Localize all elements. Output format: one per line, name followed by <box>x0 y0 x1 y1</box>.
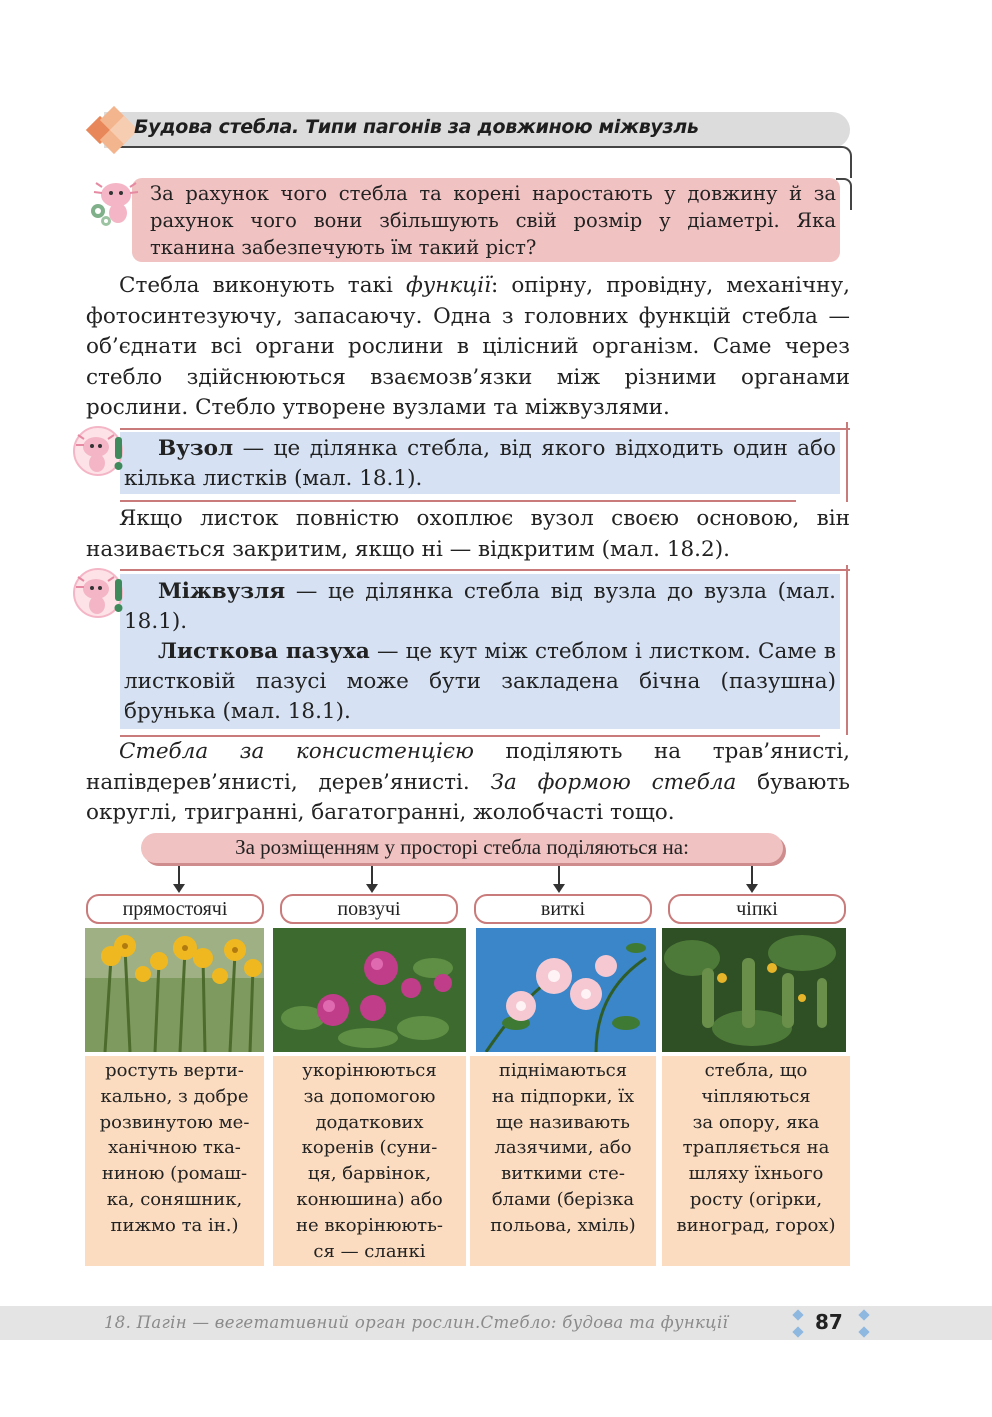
def1-body: — це ділянка стебла, від якого відходить один або кілька листків (мал. 18.1). <box>124 436 836 491</box>
desc-climbing-line-7: виноград, горох) <box>676 1214 836 1236</box>
definition-internode-text <box>124 577 836 637</box>
photo-bindweed-flowers <box>476 928 656 1052</box>
desc-climbing-line-2: чіпляються <box>701 1085 811 1107</box>
term-internode: Міжвузля <box>158 579 286 604</box>
desc-climbing-line-6: росту (огірки, <box>689 1188 823 1210</box>
arrow-down-icon <box>746 884 758 893</box>
desc-creeping <box>273 1056 466 1266</box>
para3-italic2: За формою стебла <box>490 769 737 795</box>
definition-node-text <box>124 434 836 494</box>
desc-twining-line-4: лазячими, або <box>494 1137 632 1159</box>
diagram-title: За розміщенням у просторі стебла поділяються на: <box>235 835 689 859</box>
desc-upright-line-1: ростуть верти- <box>105 1060 244 1081</box>
footer-diamonds-right-icon <box>856 1306 872 1340</box>
type-label-upright: прямостоячі <box>86 894 264 924</box>
desc-upright-line-4: ханічною тка- <box>108 1137 241 1159</box>
desc-upright-line-2: кально, з добре <box>100 1085 249 1107</box>
type-label-twining: виткі <box>474 894 652 924</box>
para3-text2: бувають округлі, тригранні, багатогранні, жолобчасті тощо. <box>86 769 850 825</box>
arrow-line-1 <box>178 866 180 884</box>
def2-side-line <box>846 565 848 735</box>
arrow-line-4 <box>751 866 753 884</box>
photo-arnica-flowers <box>85 928 264 1052</box>
arrow-down-icon <box>173 884 185 893</box>
question-box-edge <box>836 178 852 210</box>
def1-bottom-line <box>120 500 796 502</box>
section-title: Будова стебла. Типи пагонів за довжиною міжвузль <box>134 116 699 138</box>
def1-top-line <box>120 428 850 430</box>
type-label-climbing: чіпкі <box>668 894 846 924</box>
desc-creeping-line-8: ся — сланкі <box>313 1240 426 1262</box>
desc-twining-line-2: на підпорки, їх <box>491 1085 635 1107</box>
paragraph-leaf-node <box>86 504 850 565</box>
footer-diamonds-left-icon <box>790 1306 806 1340</box>
desc-upright-line-3: розвинутою ме- <box>99 1111 250 1133</box>
desc-creeping-line-3: додаткових <box>315 1111 424 1133</box>
paragraph-consistency <box>86 737 850 829</box>
desc-upright-line-6: ка, соняшник, <box>106 1188 243 1210</box>
def2-body1: — це ділянка стебла від вузла до вузла (мал. 18.1). <box>124 579 836 634</box>
desc-climbing-line-3: за опору, яка <box>692 1111 820 1133</box>
desc-creeping-line-1: укорінюються <box>302 1060 437 1081</box>
desc-creeping-line-4: коренів (суни- <box>301 1137 438 1159</box>
desc-twining-line-7: польова, хміль) <box>490 1214 636 1236</box>
desc-twining-line-5: виткими сте- <box>501 1163 625 1185</box>
arrow-down-icon <box>553 884 565 893</box>
desc-twining-line-3: ще називають <box>496 1111 630 1133</box>
arrow-line-3 <box>558 866 560 884</box>
paragraph-functions <box>86 271 850 424</box>
desc-twining <box>470 1056 656 1266</box>
desc-climbing-line-5: шляху їхнього <box>688 1163 824 1185</box>
page-number: 87 <box>815 1310 843 1334</box>
photo-cucumber-plant <box>662 928 846 1052</box>
term-node: Вузол <box>158 436 234 461</box>
desc-creeping-line-6: конюшина) або <box>296 1188 443 1210</box>
header-diamonds-icon <box>84 110 134 150</box>
def2-top-line <box>120 569 850 571</box>
footer-chapter-title: 18. Пагін — вегетативний орган рослин.Стебло: будова та функції <box>104 1313 729 1332</box>
para3-text1: поділяють на трав’янисті, напівдерев’янисті, дерев’янисті. <box>86 739 850 795</box>
para1-italic: функції <box>405 273 492 298</box>
def2-body2: — це кут між стеблом і листком. Саме в листковій пазусі може бути закладена бічна (пазушна) брунька (мал. 18.1). <box>124 639 837 724</box>
photo-clover-flowers <box>273 928 466 1052</box>
desc-creeping-line-7: не вкорінюють- <box>295 1214 444 1236</box>
para1-rest: : опірну, провідну, механічну, фотосинтезуючу, запасаючу. Одна з головних функцій стебла — об’єднати всі органи рослини в цілісний організм. Саме через стебло здійснюються взаємозв’язки між різними органами рослини. Стебло утворене вузлами та міжвузлями. <box>86 273 850 420</box>
para3-italic1: Стебла за консистенцією <box>119 739 474 764</box>
desc-upright <box>85 1056 264 1266</box>
para2-text: Якщо листок повністю охоплює вузол своєю основою, він називається закритим, якщо ні — відкритим (мал. 18.2). <box>86 506 850 562</box>
desc-climbing-line-4: трапляється на <box>682 1137 830 1159</box>
question-text: За рахунок чого стебла та корені наростають у довжину й за рахунок чого вони збільшують свій розмір у діаметрі. Яка тканина забезпечують їм такий ріст? <box>150 182 836 259</box>
desc-upright-line-7: пижмо та ін.) <box>110 1214 239 1236</box>
arrow-down-icon <box>366 884 378 893</box>
desc-twining-line-6: блами (берізка <box>491 1188 635 1210</box>
definition-axil-text <box>124 637 836 727</box>
desc-climbing <box>662 1056 850 1266</box>
para1-lead: Стебла виконують такі <box>119 273 406 298</box>
term-axil: Листкова пазуха <box>158 639 370 664</box>
desc-twining-line-1: піднімаються <box>498 1060 628 1081</box>
desc-upright-line-5: ниною (ромаш- <box>101 1163 248 1185</box>
section-header-bracket <box>120 146 852 178</box>
axolotl-exclamation-icon <box>72 423 130 481</box>
desc-creeping-line-2: за допомогою <box>303 1085 436 1107</box>
desc-creeping-line-5: ця, барвінок, <box>307 1163 432 1185</box>
def1-side-line <box>846 422 848 502</box>
desc-climbing-line-1: стебла, що <box>704 1060 808 1081</box>
axolotl-exclamation-icon-2 <box>72 565 130 623</box>
type-label-creeping: повзучі <box>280 894 458 924</box>
arrow-line-2 <box>371 866 373 884</box>
axolotl-gears-icon <box>84 175 144 227</box>
